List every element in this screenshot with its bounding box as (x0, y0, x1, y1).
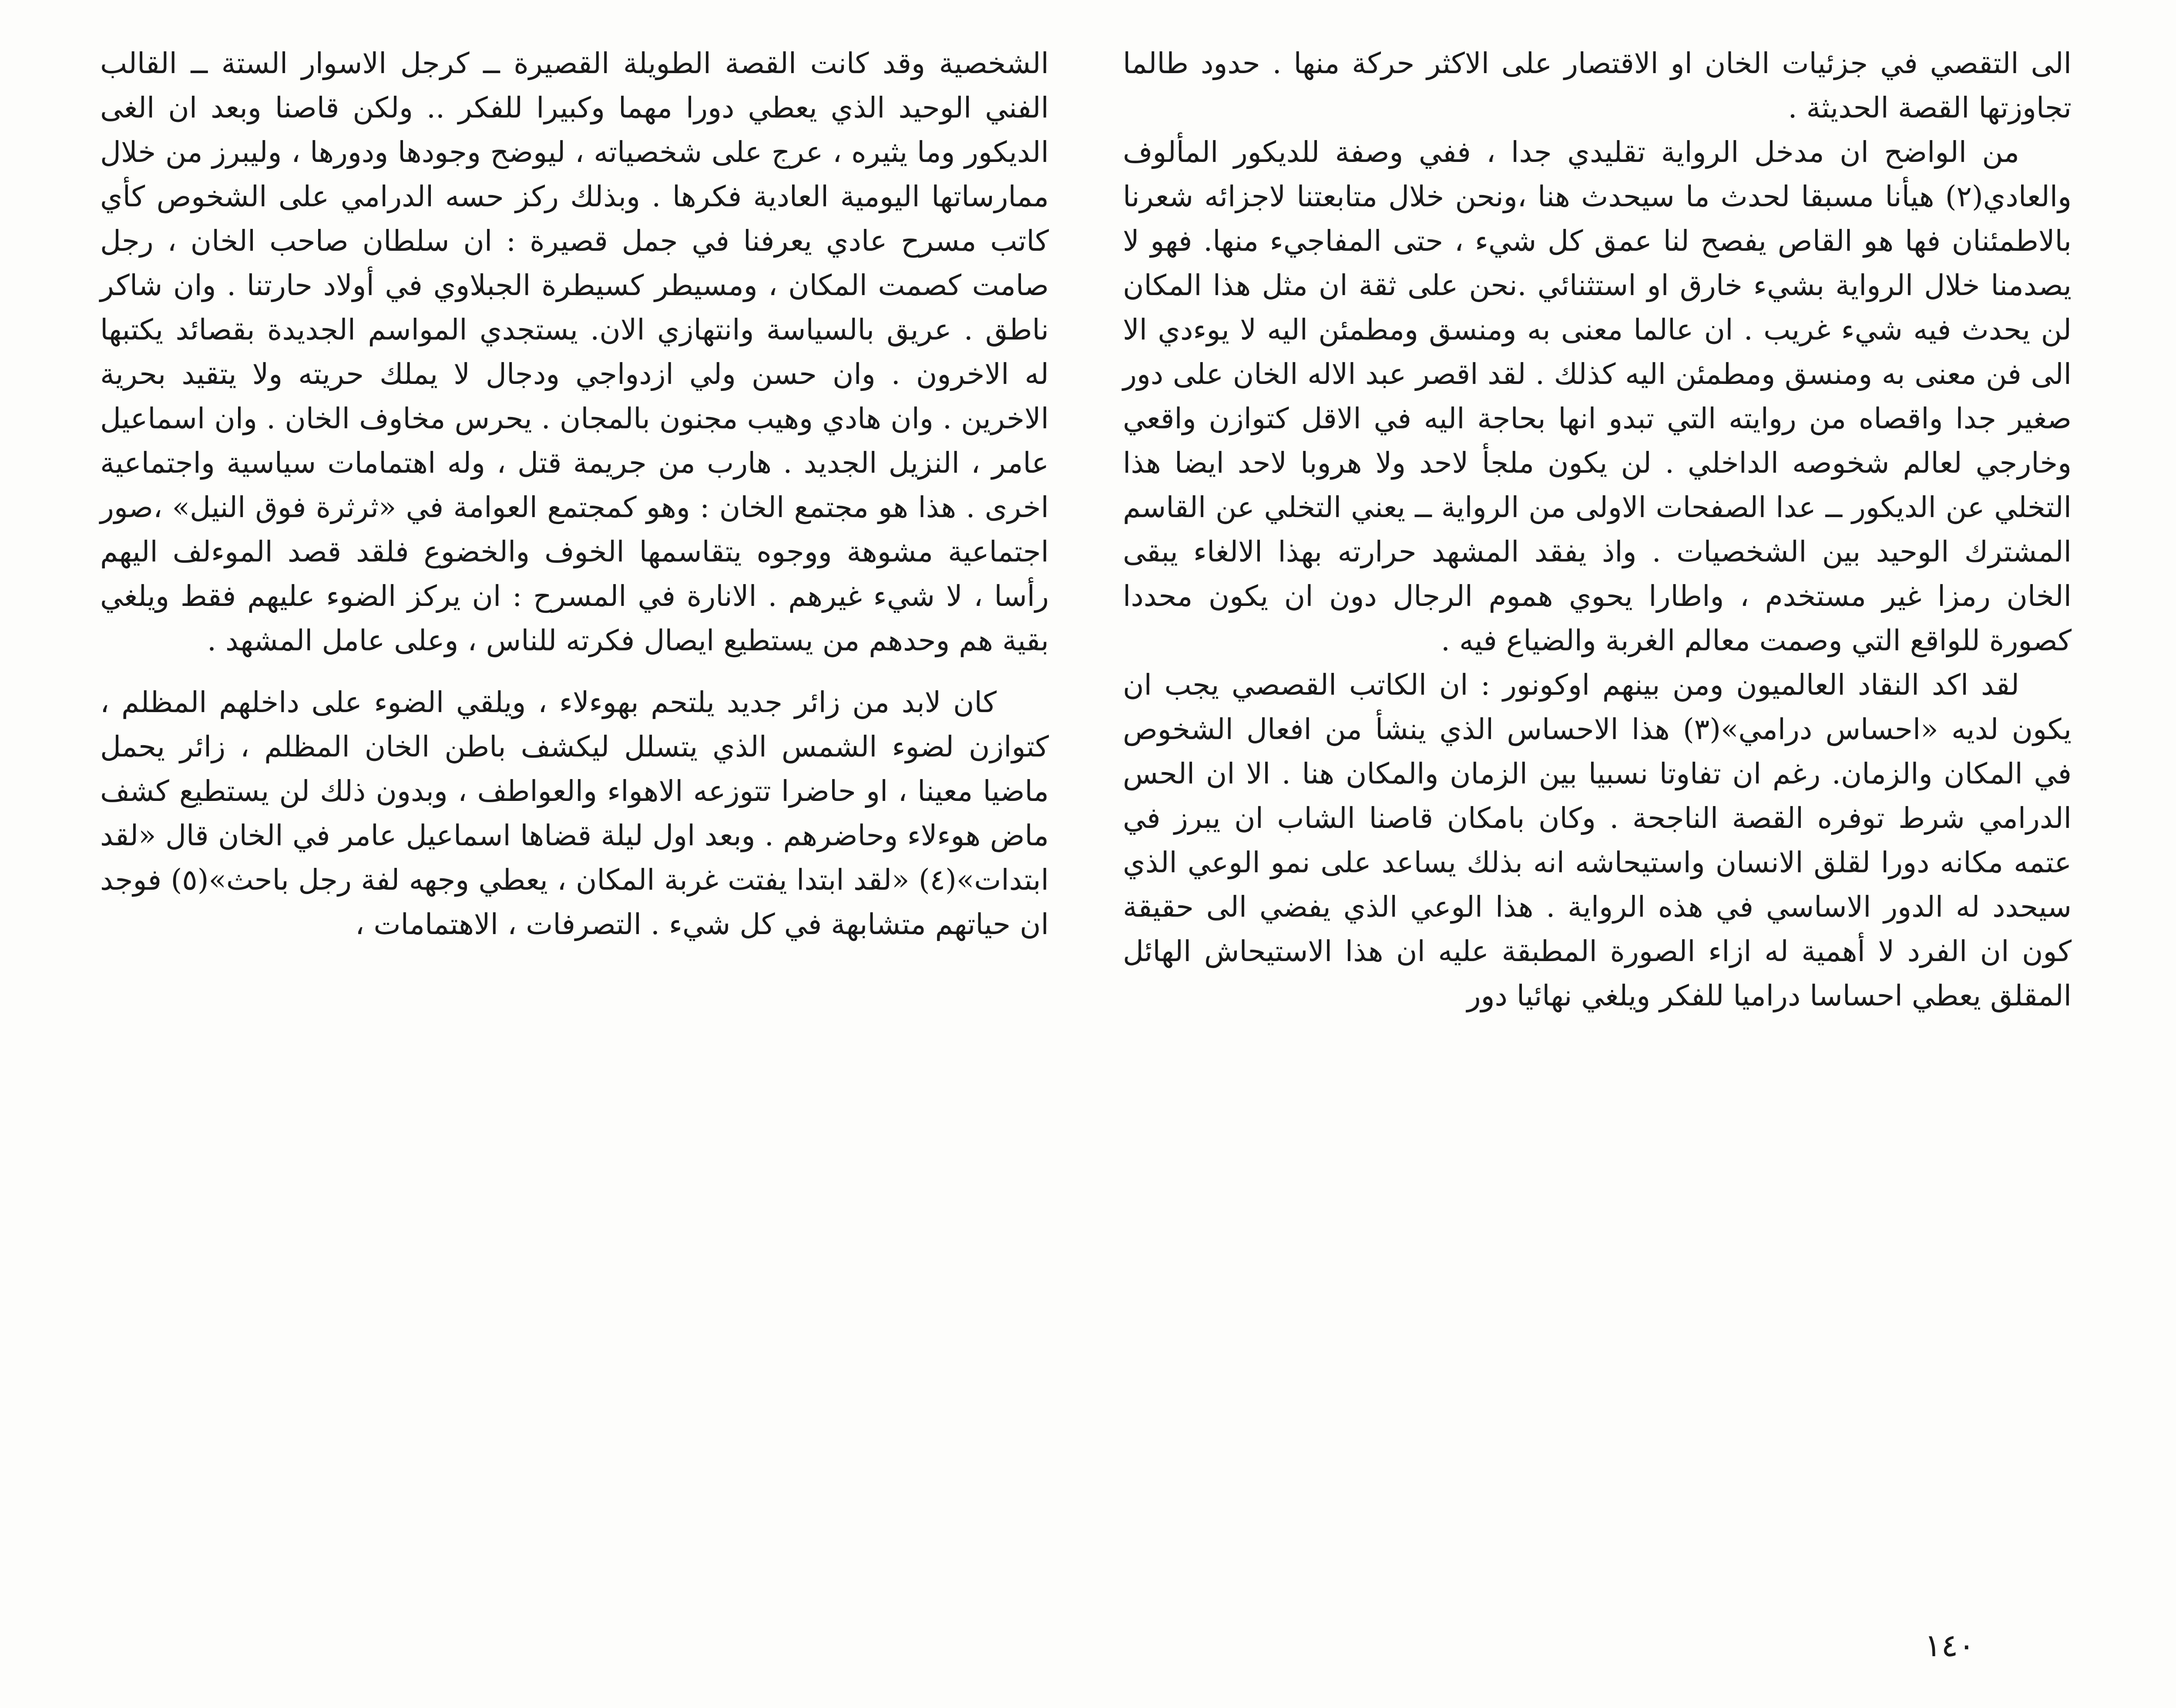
right-text-column (1123, 41, 2072, 1018)
paragraph: لقد اكد النقاد العالميون ومن بينهم اوكونور : ان الكاتب القصصي يجب ان يكون لديه «احساس درامي»(٣) هذا الاحساس الذي ينشأ من افعال الشخوص في المكان والزمان. رغم ان تفاوتا نسبيا بين الزمان والمكان هنا . الا ان الحس الدرامي شرط توفره القصة الناجحة . وكان بامكان قاصنا الشاب ان يبرز في عتمه مكانه دورا لقلق الانسان واستيحاشه انه بذلك يساعد على نمو الوعي الذي سيحدد له الدور الاساسي في هذه الرواية . هذا الوعي الذي يفضي الى حقيقة كون ان الفرد لا أهمية له ازاء الصورة المطبقة عليه ان هذا الاستيحاش الهائل المقلق يعطي احساسا دراميا للفكر ويلغي نهائيا دور (1123, 668, 2072, 1012)
left-text-column (100, 41, 1049, 947)
paragraph: الى التقصي في جزئيات الخان او الاقتصار على الاكثر حركة منها . حدود طالما تجاوزتها القصة الحديثة . (1123, 47, 2072, 124)
paragraph: الشخصية وقد كانت القصة الطويلة القصيرة ــ كرجل الاسوار الستة ــ القالب الفني الوحيد الذي يعطي دورا مهما وكبيرا للفكر .. ولكن قاصنا وبعد ان الغى الديكور وما يثيره ، عرج على شخصياته ، ليوضح وجودها ودورها ، وليبرز من خلال ممارساتها اليومية العادية فكرها . وبذلك ركز حسه الدرامي على الشخوص كأي كاتب مسرح عادي يعرفنا في جمل قصيرة : ان سلطان صاحب الخان ، رجل صامت كصمت المكان ، ومسيطر كسيطرة الجبلاوي في أولاد حارتنا . وان شاكر ناطق . عريق بالسياسة وانتهازي الان. يستجدي المواسم الجديدة بقصائد يكتبها له الاخرون . وان حسن ولي ازدواجي ودجال لا يملك حريته ولا يتقيد بحرية الاخرين . وان هادي وهيب مجنون بالمجان . يحرس مخاوف الخان . وان اسماعيل عامر ، النزيل الجديد . هارب من جريمة قتل ، وله اهتمامات سياسية واجتماعية اخرى . هذا هو مجتمع الخان : وهو كمجتمع العوامة في «ثرثرة فوق النيل» ،صور اجتماعية مشوهة ووجوه يتقاسمها الخوف والخضوع فلقد قصد الموءلف اليهم رأسا ، لا شيء غيرهم . الانارة في المسرح : ان يركز الضوء عليهم فقط ويلغي بقية هم وحدهم من يستطيع ايصال فكرته للناس ، وعلى عامل المشهد . (100, 47, 1049, 657)
paragraph: من الواضح ان مدخل الرواية تقليدي جدا ، ففي وصفة للديكور المألوف والعادي(٢) هيأنا مسبقا لحدث ما سيحدث هنا ،ونحن خلال متابعتنا لاجزائه شعرنا بالاطمئنان فها هو القاص يفصح لنا عمق كل شيء ، حتى المفاجيء منها. فهو لا يصدمنا خلال الرواية بشيء خارق او استثنائي .نحن على ثقة ان مثل هذا المكان لن يحدث فيه شيء غريب . ان عالما معنى به ومنسق ومطمئن اليه لا يوءدي الا الى فن معنى به ومنسق ومطمئن اليه كذلك . لقد اقصر عبد الاله الخان على دور صغير جدا واقصاه من روايته التي تبدو انها بحاجة اليه في الاقل كتوازن واقعي وخارجي لعالم شخوصه الداخلي . لن يكون ملجأ لاحد ولا هروبا لاحد ايضا هذا التخلي عن الديكور ــ عدا الصفحات الاولى من الرواية ــ يعني التخلي عن القاسم المشترك الوحيد بين الشخصيات . واذ يفقد المشهد حرارته بهذا الالغاء يبقى الخان رمزا غير مستخدم ، واطارا يحوي هموم الرجال دون ان يكون محددا كصورة للواقع التي وصمت معالم الغربة والضياع فيه . (1123, 135, 2072, 657)
paragraph: كان لابد من زائر جديد يلتحم بهوءلاء ، ويلقي الضوء على داخلهم المظلم ، كتوازن لضوء الشمس الذي يتسلل ليكشف باطن الخان المظلم ، زائر يحمل ماضيا معينا ، او حاضرا تتوزعه الاهواء والعواطف ، وبدون ذلك لن يستطيع كشف ماض هوءلاء وحاضرهم . وبعد اول ليلة قضاها اسماعيل عامر في الخان قال «لقد ابتدات»(٤) «لقد ابتدا يفتت غربة المكان ، يعطي وجهه لفة رجل باحث»(٥) فوجد ان حياتهم متشابهة في كل شيء . التصرفات ، الاهتمامات ، (100, 686, 1049, 941)
column-gutter (1079, 52, 1080, 1619)
page-number: ١٤٠ (1924, 1627, 1975, 1664)
